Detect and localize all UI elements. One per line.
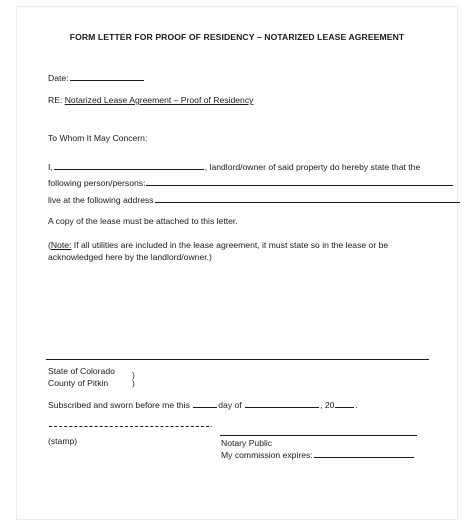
notary-signature-line bbox=[48, 418, 212, 430]
commission-date-field[interactable] bbox=[314, 449, 414, 458]
re-label: RE: bbox=[48, 95, 63, 105]
address-field[interactable] bbox=[155, 194, 460, 203]
note-label: Note: bbox=[50, 240, 72, 250]
notary-public-label: Notary Public bbox=[221, 438, 273, 448]
address-label: live at the following address bbox=[48, 195, 154, 205]
notary-signature-period: . bbox=[210, 419, 213, 429]
re-line bbox=[48, 95, 253, 106]
day-of-label: day of bbox=[218, 400, 242, 410]
commission-label: My commission expires: bbox=[221, 450, 313, 460]
year-prefix: , 20 bbox=[320, 400, 335, 410]
lease-note: A copy of the lease must be attached to this letter. bbox=[48, 216, 238, 226]
state-label: State of Colorado bbox=[48, 366, 115, 376]
notary-signature-rule[interactable] bbox=[220, 435, 417, 436]
date-label: Date: bbox=[48, 73, 69, 83]
signature-rule[interactable] bbox=[46, 359, 429, 360]
re-subject: Notarized Lease Agreement – Proof of Residency bbox=[64, 95, 254, 105]
county-label: County of Pitkin bbox=[48, 378, 109, 388]
year-field[interactable] bbox=[335, 399, 354, 408]
document-title: FORM LETTER FOR PROOF OF RESIDENCY – NOTARIZED LEASE AGREEMENT bbox=[69, 32, 405, 42]
subscribed-text: Subscribed and sworn before me this bbox=[48, 400, 190, 410]
persons-line bbox=[48, 177, 454, 189]
address-line bbox=[48, 194, 461, 206]
landlord-prefix: I, bbox=[48, 162, 53, 172]
persons-label: following person/persons: bbox=[48, 178, 146, 188]
date-field[interactable] bbox=[70, 72, 144, 81]
note-text-1: If all utilities are included in the lease agreement, it must state so in the lease or be bbox=[71, 240, 389, 250]
landlord-line bbox=[48, 161, 420, 173]
subscribed-period: . bbox=[355, 400, 358, 410]
month-field[interactable] bbox=[245, 399, 319, 408]
landlord-name-field[interactable] bbox=[54, 161, 204, 170]
commission-line bbox=[221, 449, 415, 461]
day-field[interactable] bbox=[193, 399, 217, 408]
utilities-note-line-1 bbox=[48, 240, 388, 251]
state-bracket: ) bbox=[132, 370, 135, 380]
stamp-label: (stamp) bbox=[48, 436, 78, 446]
date-line bbox=[48, 72, 145, 84]
county-bracket: ) bbox=[132, 378, 135, 388]
note-open-paren: ( bbox=[48, 240, 51, 250]
notary-signature-field[interactable] bbox=[49, 418, 209, 427]
landlord-suffix: , landlord/owner of said property do hereby state that the bbox=[204, 162, 421, 172]
subscribed-line bbox=[48, 399, 358, 411]
persons-field[interactable] bbox=[146, 177, 453, 186]
utilities-note-line-2: acknowledged here by the landlord/owner.) bbox=[48, 252, 212, 262]
salutation: To Whom It May Concern: bbox=[48, 133, 148, 143]
